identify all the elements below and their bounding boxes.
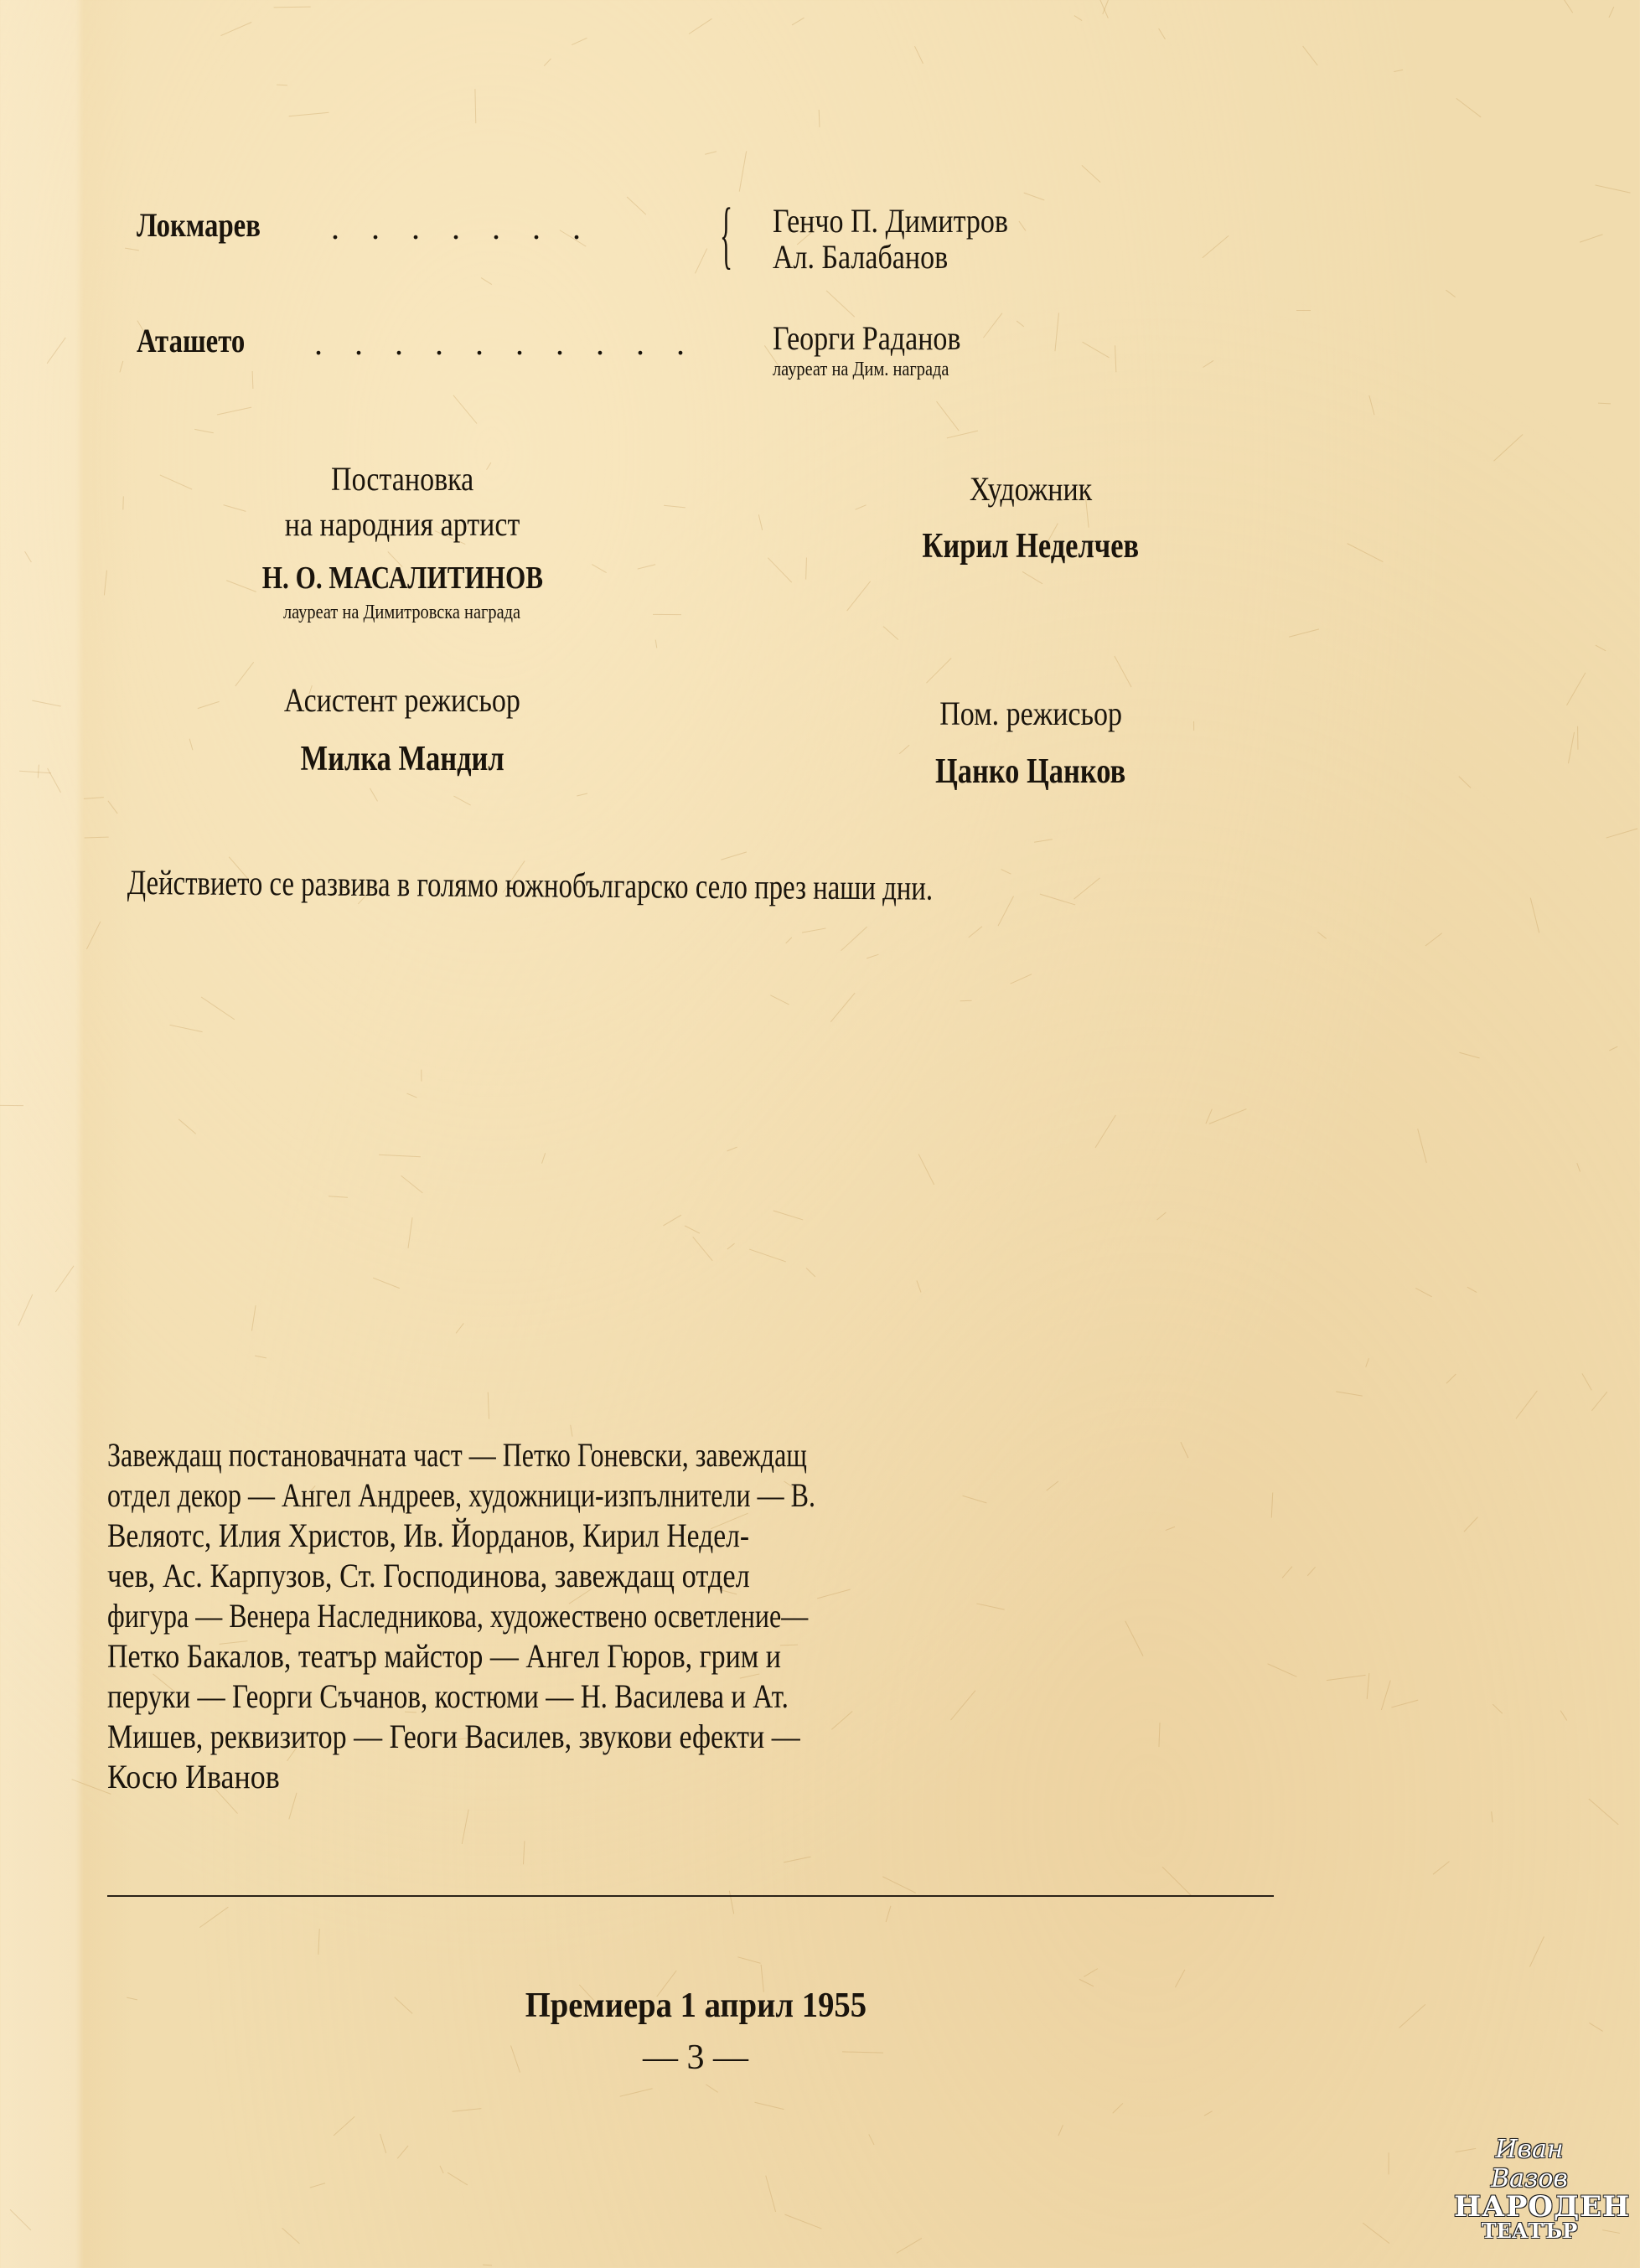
paper-fiber <box>882 1876 916 1893</box>
paper-fiber <box>1581 1373 1591 1391</box>
paper-fiber <box>727 1146 738 1151</box>
paper-fiber <box>510 2045 520 2072</box>
page-number: — 3 — <box>643 2038 748 2077</box>
paper-fiber <box>695 249 707 274</box>
paper-fiber <box>969 926 983 938</box>
paper-fiber <box>1579 234 1602 242</box>
paper-fiber <box>439 2166 443 2174</box>
production-note: лауреат на Димитровска награда <box>283 602 521 623</box>
paper-fiber <box>401 1175 422 1193</box>
paper-fiber <box>886 1906 892 1923</box>
staff-line: Мишев, реквизитор — Геоги Василев, звукови ефекти — <box>107 1718 800 1755</box>
paper-fiber <box>160 474 193 489</box>
paper-fiber <box>792 18 804 25</box>
paper-fiber <box>379 1155 421 1157</box>
paper-fiber <box>802 927 825 933</box>
paper-fiber <box>918 1155 934 1186</box>
paper-fiber <box>1566 672 1586 705</box>
paper-fiber <box>54 1266 74 1293</box>
paper-fiber <box>169 1025 203 1032</box>
paper-fiber <box>758 514 763 530</box>
paper-fiber <box>1289 629 1319 638</box>
cast-actor: Генчо П. Димитров <box>773 202 1008 240</box>
deputy-director-name: Цанко Цанков <box>935 752 1126 791</box>
paper-fiber <box>1010 974 1032 984</box>
paper-fiber <box>950 1691 975 1721</box>
paper-fiber <box>1562 0 1573 13</box>
paper-fiber <box>914 46 923 64</box>
paper-fiber <box>1459 1052 1479 1058</box>
paper-fiber <box>936 401 959 431</box>
paper-fiber <box>577 793 587 796</box>
paper-fiber <box>847 581 872 611</box>
paper-fiber <box>1022 571 1042 584</box>
staff-line: фигура — Венера Наследникова, художествено осветление— <box>107 1597 809 1635</box>
paper-fiber <box>1446 1374 1456 1384</box>
setting-text: Действието се развива в голямо южнобългарско село през наши дни. <box>127 864 934 908</box>
paper-fiber <box>329 1196 348 1199</box>
paper-fiber <box>455 1323 463 1334</box>
paper-fiber <box>869 2134 875 2145</box>
paper-fiber <box>1202 235 1229 258</box>
paper-fiber <box>1317 932 1327 939</box>
paper-fiber <box>1181 1442 1189 1458</box>
paper-fiber <box>785 938 792 944</box>
paper-fiber <box>1568 732 1575 764</box>
paper-fiber <box>1392 1700 1419 1708</box>
paper-fiber <box>765 2175 776 2212</box>
paper-fiber <box>1046 1480 1058 1490</box>
paper-fiber <box>1595 184 1630 193</box>
paper-fiber <box>32 700 60 706</box>
staff-line: Веляотс, Илия Христов, Ив. Йорданов, Кирил Недел- <box>107 1516 750 1554</box>
paper-fiber <box>1609 1046 1617 1051</box>
paper-fiber <box>1366 1673 1369 1699</box>
paper-fiber <box>1083 342 1110 359</box>
paper-fiber <box>738 152 746 192</box>
paper-fiber <box>201 996 235 1020</box>
paper-fiber <box>523 1842 525 1865</box>
staff-line: перуки — Георги Съчанов, костюми — Н. Василева и Ат. <box>107 1677 789 1715</box>
paper-fiber <box>1081 165 1100 183</box>
paper-fiber <box>1281 1566 1292 1578</box>
paper-fiber <box>255 1356 266 1359</box>
production-name: Н. О. МАСАЛИТИНОВ <box>261 561 543 596</box>
paper-fiber <box>251 1305 256 1331</box>
paper-fiber <box>1598 403 1611 405</box>
paper-fiber <box>627 196 646 214</box>
production-label: Постановка <box>330 460 474 498</box>
staff-line: Косю Иванов <box>107 1758 280 1795</box>
paper-fiber <box>1380 1680 1390 1710</box>
paper-fiber <box>199 1907 228 1928</box>
paper-fiber <box>544 59 551 67</box>
paper-fiber <box>1459 776 1472 788</box>
paper-fiber <box>882 627 898 641</box>
paper-fiber <box>664 1215 682 1226</box>
artist-name: Кирил Неделчев <box>922 527 1140 566</box>
paper-fiber <box>10 2209 32 2229</box>
paper-fiber <box>818 110 820 127</box>
paper-fiber <box>685 1225 700 1233</box>
paper-fiber <box>1467 1286 1477 1292</box>
paper-fiber <box>1203 360 1213 368</box>
paper-fiber <box>1270 1492 1272 1517</box>
paper-fiber <box>1576 1163 1581 1172</box>
paper-fiber <box>867 954 878 959</box>
paper-fiber <box>1336 1391 1362 1396</box>
paper-fiber <box>1589 1799 1619 1826</box>
paper-fiber <box>24 551 32 562</box>
paper-fiber <box>1606 829 1637 839</box>
paper-fiber <box>1175 1969 1185 1987</box>
paper-fiber <box>754 2102 784 2110</box>
paper-fiber <box>120 361 124 373</box>
paper-fiber <box>784 1857 810 1863</box>
paper-fiber <box>729 1890 734 1914</box>
paper-fiber <box>220 23 251 37</box>
paper-fiber <box>1399 2004 1425 2028</box>
paper-fiber <box>1577 726 1578 749</box>
paper-fiber <box>1327 1675 1366 1681</box>
logo-line2: ТЕАТЪР <box>1481 2219 1578 2243</box>
paper-fiber <box>946 431 978 439</box>
paper-fiber <box>572 38 587 45</box>
paper-fiber <box>1425 933 1442 947</box>
paper-fiber <box>1446 290 1456 297</box>
paper-fiber <box>722 851 748 860</box>
paper-fiber <box>1368 395 1374 415</box>
cast-actor-note: лауреат на Дим. награда <box>773 359 949 380</box>
paper-fiber <box>785 2214 822 2229</box>
paper-fiber <box>655 640 658 648</box>
paper-fiber <box>85 836 109 838</box>
paper-fiber <box>217 406 251 415</box>
paper-fiber <box>1589 2023 1603 2032</box>
paper-fiber <box>448 2172 468 2185</box>
paper-fiber <box>1456 98 1482 117</box>
paper-fiber <box>926 658 952 684</box>
assistant-director-name: Милка Мандил <box>300 740 504 778</box>
national-theatre-logo <box>1454 2135 1631 2243</box>
paper-fiber <box>1560 1710 1567 1720</box>
paper-fiber <box>1491 1811 1493 1822</box>
paper-fiber <box>1596 645 1606 652</box>
paper-fiber <box>178 1119 196 1134</box>
paper-fiber <box>289 111 329 116</box>
paper-fiber <box>738 1956 761 1963</box>
paper-fiber <box>104 571 107 596</box>
assistant-director-label: Асистент режисьор <box>284 681 520 719</box>
paper-fiber <box>454 795 472 805</box>
paper-fiber <box>1034 840 1053 843</box>
paper-fiber <box>705 151 717 154</box>
paper-fiber <box>1417 1129 1427 1163</box>
paper-fiber <box>805 558 807 580</box>
paper-fiber <box>407 1093 417 1098</box>
cast-actor: Ал. Балабанов <box>773 238 949 276</box>
paper-fiber <box>421 1070 422 1082</box>
paper-fiber <box>1493 434 1524 462</box>
paper-fiber <box>380 2134 386 2153</box>
paper-fiber <box>1415 1288 1432 1297</box>
paper-fiber <box>768 558 792 583</box>
paper-fiber <box>1058 2125 1063 2136</box>
paper-fiber <box>637 564 655 569</box>
cast-leader-dots: . . . . . . . . . . <box>314 324 696 362</box>
paper-fiber <box>805 1268 815 1277</box>
paper-fiber <box>1156 1212 1166 1221</box>
paper-fiber <box>841 926 867 950</box>
paper-fiber <box>1464 1516 1478 1532</box>
paper-fiber <box>453 395 478 424</box>
paper-fiber <box>123 497 125 510</box>
paper-fiber <box>407 1217 412 1248</box>
cast-role-lokmarev: Локмарев <box>137 206 261 244</box>
paper-fiber <box>483 2265 492 2266</box>
paper-fiber <box>749 1248 786 1262</box>
paper-fiber <box>397 2146 408 2159</box>
paper-fiber <box>194 429 213 433</box>
paper-fiber <box>274 7 311 8</box>
paper-fiber <box>689 18 712 34</box>
paper-fiber <box>488 1392 489 1418</box>
paper-fiber <box>1363 2223 1390 2244</box>
paper-fiber <box>1365 1358 1369 1367</box>
paper-fiber <box>334 2116 355 2136</box>
paper-fiber <box>1112 2103 1123 2114</box>
paper-fiber <box>277 85 287 86</box>
cast-actor: Георги Раданов <box>773 319 961 357</box>
paper-fiber <box>46 338 65 364</box>
artist-label: Художник <box>969 470 1093 508</box>
paper-fiber <box>960 1000 972 1001</box>
paper-fiber <box>1115 656 1132 687</box>
paper-fiber <box>770 995 789 1005</box>
paper-fiber <box>1529 1936 1544 1967</box>
paper-fiber <box>1054 313 1059 352</box>
paper-fiber <box>19 771 51 774</box>
paper-fiber <box>282 2228 300 2244</box>
paper-fiber <box>1530 898 1539 933</box>
paper-fiber <box>318 1928 320 1954</box>
paper-fiber <box>1094 1115 1115 1149</box>
paper-fiber <box>251 371 253 389</box>
paper-fiber <box>664 505 685 509</box>
paper-fiber <box>1084 1968 1098 1977</box>
paper-fiber <box>916 1281 921 1293</box>
paper-fiber <box>370 788 378 801</box>
paper-fiber <box>1516 1391 1538 1419</box>
paper-fiber <box>1074 15 1082 21</box>
paper-fiber <box>1115 345 1116 372</box>
paper-fiber <box>1024 192 1045 200</box>
cast-leader-dots: . . . . . . . <box>331 209 592 246</box>
paper-fiber <box>541 1153 546 1164</box>
paper-fiber <box>1203 2110 1212 2116</box>
logo-script-text: Иван Вазов <box>1491 2135 1568 2193</box>
staff-line: чев, Ас. Карпузов, Ст. Господинова, завеждащ отдел <box>107 1557 750 1594</box>
production-sublabel: на народния артист <box>284 505 520 543</box>
paper-fiber <box>125 247 139 251</box>
paper-fiber <box>309 2183 325 2188</box>
deputy-director-label: Пом. режисьор <box>939 695 1122 732</box>
paper-fiber <box>127 1997 137 2001</box>
paper-fiber <box>653 614 681 615</box>
staff-line: отдел декор — Ангел Андреев, художници-изпълнители — В. <box>107 1476 815 1514</box>
paper-fiber <box>84 797 104 799</box>
paper-fiber <box>1608 7 1614 18</box>
paper-fiber <box>1079 1979 1094 1986</box>
paper-fiber <box>1591 1392 1607 1411</box>
logo-line1: НАРОДЕН <box>1454 2190 1631 2224</box>
paper-fiber <box>1296 310 1311 311</box>
paper-fiber <box>830 993 856 1022</box>
paper-fiber <box>1209 1108 1247 1124</box>
paper-fiber <box>896 2238 922 2254</box>
paper-fiber <box>1307 1567 1316 1576</box>
paper-fiber <box>72 1779 111 1794</box>
paper-fiber <box>1302 46 1317 65</box>
paper-fiber <box>727 1243 735 1249</box>
paper-fiber <box>706 2085 717 2093</box>
staff-line: Завеждащ постановачната част — Петко Гоневски, завеждащ <box>107 1436 807 1474</box>
paper-fiber <box>1017 321 1024 328</box>
paper-fiber <box>0 1105 23 1106</box>
paper-fiber <box>108 800 118 814</box>
paper-fiber <box>373 1278 400 1289</box>
paper-fiber <box>1602 2229 1619 2234</box>
paper-fiber <box>475 89 477 123</box>
paper-fiber <box>452 2108 481 2112</box>
paper-fiber <box>773 1210 804 1220</box>
paper-fiber <box>1158 1723 1160 1747</box>
paper-fiber <box>1433 1861 1450 1874</box>
paper-fiber <box>1158 28 1166 39</box>
paper-fiber <box>1125 1621 1144 1656</box>
paper-fiber <box>481 277 492 285</box>
staff-line: Петко Бакалов, театър майстор — Ангел Гюров, грим и <box>107 1637 781 1675</box>
paper-fiber <box>1267 1664 1296 1677</box>
paper-fiber <box>18 1294 33 1326</box>
premiere-date: Премиера 1 април 1955 <box>525 1986 867 2025</box>
paper-fiber <box>693 1237 713 1261</box>
paper-fiber <box>1347 543 1383 562</box>
paper-fiber <box>86 922 101 950</box>
brace-icon: { <box>720 194 733 276</box>
paper-fiber <box>1394 70 1403 72</box>
paper-fiber <box>1162 1867 1192 1896</box>
divider-rule <box>107 1895 1274 1897</box>
paper-fiber <box>462 1810 469 1845</box>
paper-fiber <box>1493 1704 1503 1714</box>
paper-fiber <box>825 291 854 318</box>
cast-role-attache: Аташето <box>137 322 246 359</box>
paper-fiber <box>1166 1527 1176 1531</box>
paper-fiber <box>620 2088 653 2096</box>
